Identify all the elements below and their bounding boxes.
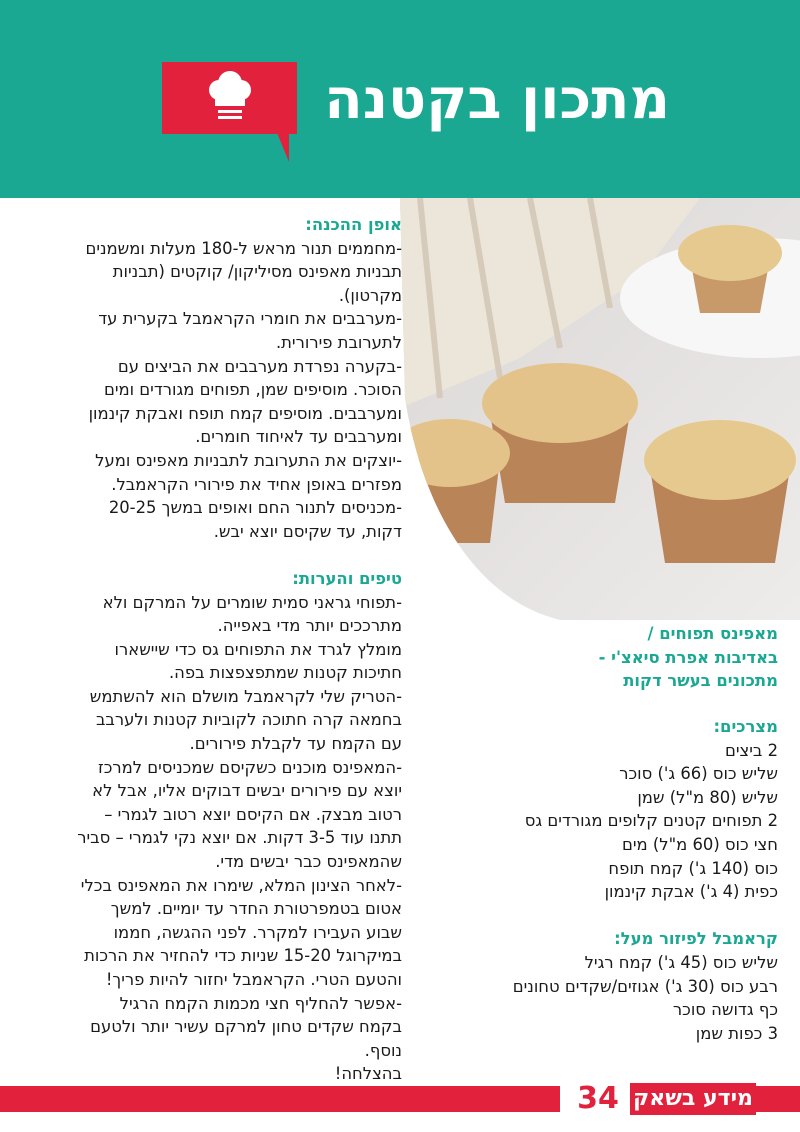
method-line: דקות, עד שקיסם יוצא יבש.	[213, 521, 402, 541]
photo-caption	[438, 622, 778, 693]
method-line: מקרטון).	[338, 285, 402, 305]
ingredient-item: שליש כוס (66 ג') סוכר	[619, 764, 778, 784]
tips-line: עם הקמח עד לקבלת פירורים.	[189, 734, 402, 754]
tips-line: במיקרוגל 15-20 שניות כדי להחזיר את הרכות	[84, 946, 402, 966]
tips-line: נוסף.	[364, 1040, 402, 1060]
crumble-heading: קראמבל לפיזור מעל:	[614, 929, 778, 949]
ingredients-heading: מצרכים:	[713, 717, 778, 736]
tips-line: מומלץ לגרד את התפוחים גס כדי שיישארו	[114, 639, 402, 659]
ingredient-item: כוס (140 ג') קמח תופח	[608, 858, 778, 878]
ingredient-item: כפית (4 ג') אבקת קינמון	[604, 882, 778, 902]
caption-line: באדיבות אפרת סיאצ'י -	[598, 647, 778, 667]
crumble-item: שליש כוס (45 ג') קמח רגיל	[584, 952, 778, 972]
tips-line: -המאפינס מוכנים כשקיסם שמכניסים למרכז	[98, 757, 402, 777]
method-line: ומערבבים עד לאיחוד חומרים.	[195, 427, 402, 447]
tips-line: בהצלחה!	[334, 1064, 402, 1084]
method-line: ומערבבים. מוסיפים קמח תופח ואבקת קינמון	[88, 403, 402, 423]
tips-line: יוצא עם פירורים יבשים דבוקים אליו, אבל לא	[92, 781, 402, 801]
tips-line: רטוב מבצק. אם הקיסם יוצא רטוב לגמרי –	[104, 804, 402, 824]
tips-line: והטעם הטרי. הקראמבל יחזור להיות פריך!	[105, 970, 402, 989]
chef-hat-icon	[205, 70, 255, 128]
right-column	[438, 715, 778, 1045]
title-badge-tail	[275, 128, 289, 162]
section-gap	[40, 543, 402, 567]
ingredient-item: 2 ביצים	[724, 740, 778, 760]
tips-line: -תפוחי גראני סמית שומרים על המרקם ולא	[102, 592, 402, 612]
tips-line: -לאחר הצינון המלא, שימרו את המאפינס בכלי	[80, 875, 402, 895]
method-line: תבניות מאפינס מסיליקון/ קוקטים (תבניות	[112, 262, 402, 282]
method-line: -מכניסים לתנור החם ואופים במשך 20-25	[108, 498, 402, 518]
method-line: הסוכר. מוסיפים שמן, תפוחים מגורדים ומים	[103, 380, 402, 400]
method-line: מפזרים באופן אחיד את פירורי הקראמבל.	[111, 474, 402, 494]
ingredient-item: חצי כוס (60 מ"ל) מים	[621, 834, 778, 854]
ingredient-item: שליש (80 מ"ל) שמן	[637, 787, 778, 807]
caption-line: מתכונים בעשר דקות	[623, 671, 778, 691]
section-gap	[438, 904, 778, 928]
method-line: -מחממים תנור מראש ל-180 מעלות ומשמנים	[85, 238, 402, 258]
crumble-item: כף גדושה סוכר	[672, 1000, 778, 1020]
tips-line: תתנו עוד 3-5 דקות. אם יוצא נקי לגמרי – סביר	[77, 828, 402, 848]
tips-line: שהמאפינס כבר יבשים מדי.	[215, 852, 402, 872]
tips-line: חתיכות קטנות שמתפצפצות בפה.	[168, 663, 402, 683]
tips-line: בחמאה קרה חתוכה לקוביות קטנות ולערבב	[95, 710, 402, 730]
page-number: 34	[577, 1081, 619, 1116]
method-line: -בקערה נפרדת מערבבים את הביצים עם	[117, 356, 402, 376]
ingredient-item: 2 תפוחים קטנים קלופים מגורדים גס	[524, 811, 778, 831]
brand-logo: מידע בשאק	[630, 1083, 756, 1115]
crumble-item: רבע כוס (30 ג') אגוזים/שקדים טחונים	[512, 976, 778, 996]
method-line: -מערבבים את חומרי הקראמבל בקערית עד	[98, 309, 402, 329]
tips-heading: טיפים והערות:	[292, 568, 402, 588]
caption-line: מאפינס תפוחים /	[647, 624, 778, 643]
left-column	[40, 213, 402, 1086]
tips-line: מתרככים יותר מדי באפייה.	[217, 616, 402, 636]
tips-line: שבוע העבירו למקרר. לפני ההגשה, חממו	[113, 922, 402, 942]
method-line: לתערובת פירורית.	[275, 332, 402, 352]
tips-line: -אפשר להחליף חצי מכמות הקמח הרגיל	[119, 993, 402, 1013]
crumble-item: 3 כפות שמן	[695, 1023, 778, 1043]
page-title: מתכון בקטנה	[324, 67, 670, 132]
tips-line: אטום בטמפרטורת החדר עד יומיים. למשך	[110, 899, 402, 919]
method-heading: אופן ההכנה:	[305, 215, 402, 234]
tips-line: -הטריק שלי לקראמבל מושלם הוא להשתמש	[89, 686, 402, 706]
tips-line: בקמח שקדים טחון למרקם עשיר יותר ולטעם	[90, 1017, 402, 1037]
method-line: -יוצקים את התערובת לתבניות מאפינס ומעל	[95, 450, 402, 470]
